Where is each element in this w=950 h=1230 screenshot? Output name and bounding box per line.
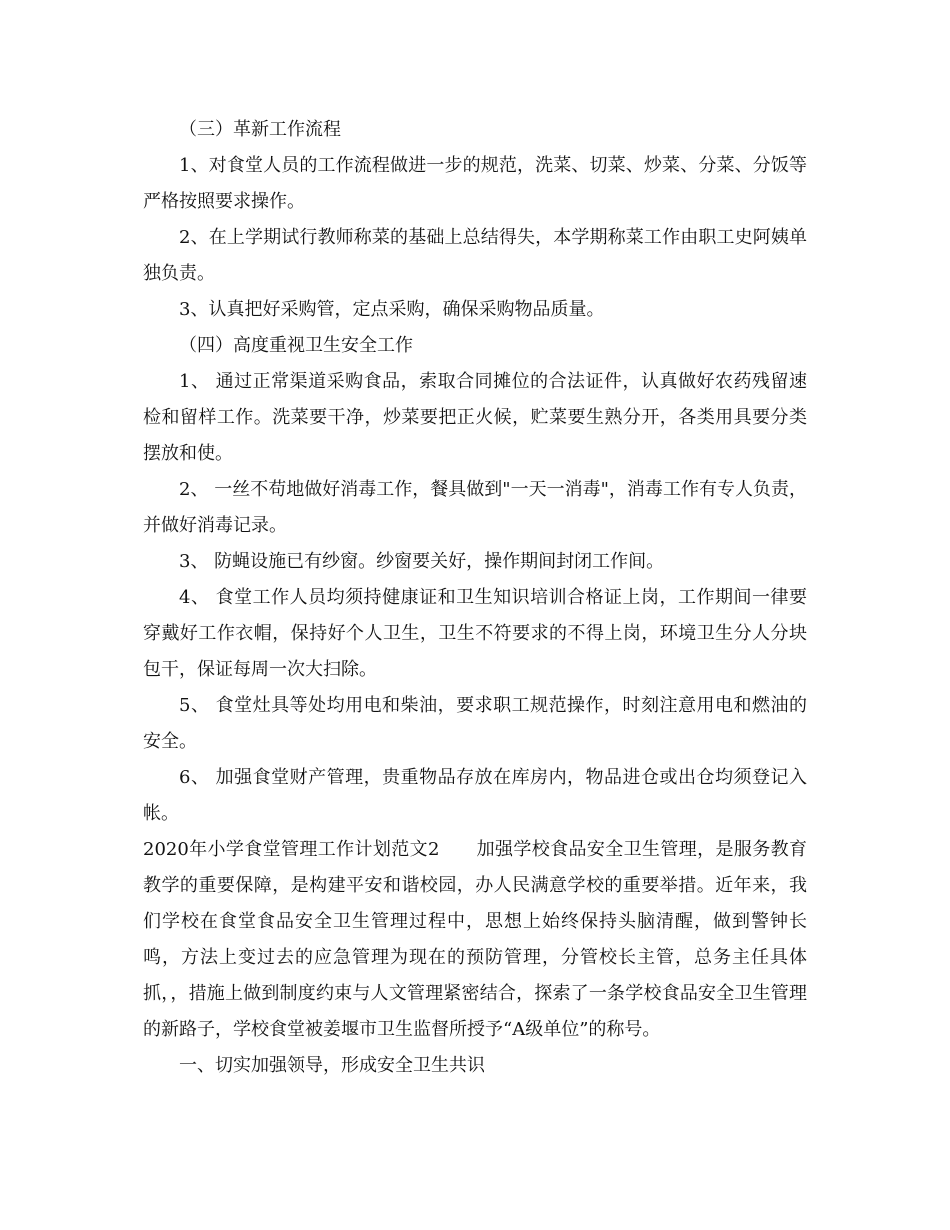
list-item-4-5: 5、 食堂灶具等处均用电和柴油，要求职工规范操作，时刻注意用电和燃油的安全。 — [143, 695, 807, 752]
list-item-3-1: 1、对食堂人员的工作流程做进一步的规范，洗菜、切菜、炒菜、分菜、分饭等严格按照要求操作。 — [143, 155, 807, 212]
section-heading-4: （四）高度重视卫生安全工作 — [179, 335, 413, 356]
list-item-3-3: 3、认真把好采购管，定点采购，确保采购物品质量。 — [179, 299, 605, 320]
list-item-4-3: 3、 防蝇设施已有纱窗。纱窗要关好，操作期间封闭工作间。 — [179, 551, 665, 572]
list-item-4-4: 4、 食堂工作人员均须持健康证和卫生知识培训合格证上岗，工作期间一律要穿戴好工作衣帽，保持好个人卫生，卫生不符要求的不得上岗，环境卫生分人分块包干，保证每周一次大扫除。 — [143, 587, 807, 680]
document-body — [143, 112, 807, 1084]
list-item-4-2: 2、 一丝不苟地做好消毒工作，餐具做到"一天一消毒"，消毒工作有专人负责，并做好消毒记录。 — [143, 479, 807, 536]
list-item-3-2: 2、在上学期试行教师称菜的基础上总结得失，本学期称菜工作由职工史阿姨单独负责。 — [143, 227, 807, 284]
list-item-4-1: 1、 通过正常渠道采购食品，索取合同摊位的合法证件，认真做好农药残留速检和留样工作。洗菜要干净，炒菜要把正火候，贮菜要生熟分开，各类用具要分类摆放和使。 — [143, 371, 807, 464]
section-2-paragraph: 2020年小学食堂管理工作计划范文2 加强学校食品安全卫生管理，是服务教育教学的重要保障，是构建平安和谐校园，办人民满意学校的重要举措。近年来，我们学校在食堂食品安全卫生管理过程中，思想上始终保持头脑清醒，做到警钟长鸣，方法上变过去的应急管理为现在的预防管理，分管校长主管，总务主任具体抓，，措施上做到制度约束与人文管理紧密结合，探索了一条学校食品安全卫生管理的新路子，学校食堂被姜堰市卫生监督所授予“A级单位”的称号。 — [143, 839, 807, 1040]
section-heading-3: （三）革新工作流程 — [179, 119, 341, 140]
section-heading-one: 一、切实加强领导，形成安全卫生共识 — [179, 1055, 485, 1076]
list-item-4-6: 6、 加强食堂财产管理，贵重物品存放在库房内，物品进仓或出仓均须登记入帐。 — [143, 767, 807, 824]
